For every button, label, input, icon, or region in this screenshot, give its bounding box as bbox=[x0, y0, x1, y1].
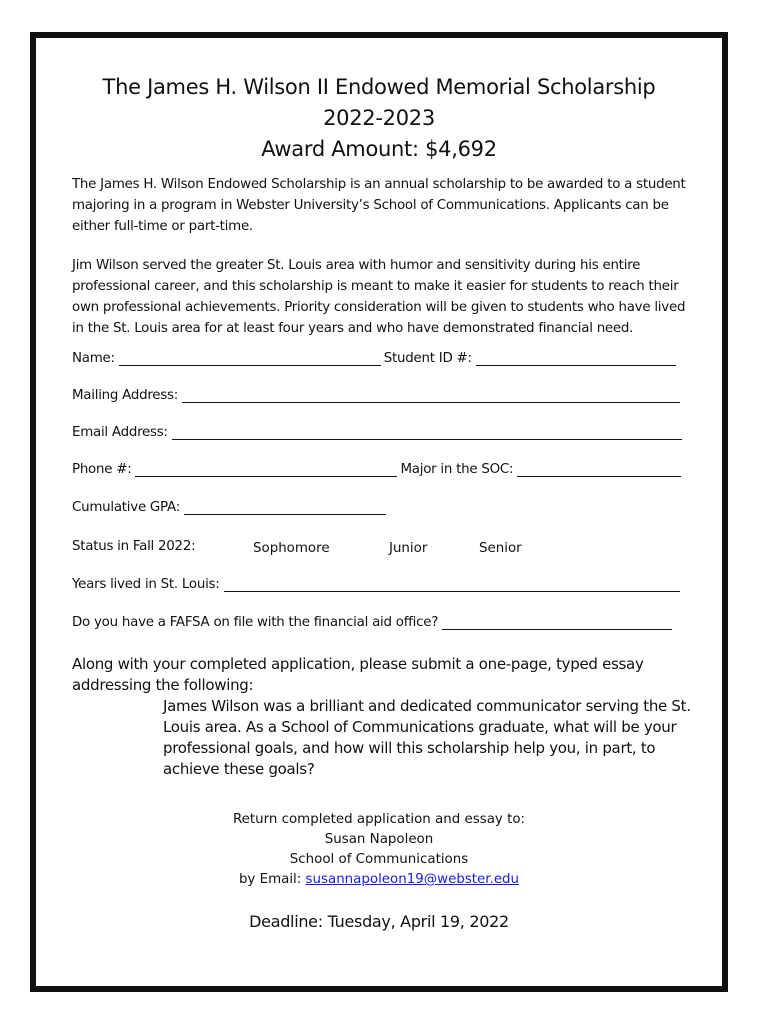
name-row bbox=[72, 348, 686, 370]
intro-paragraph-1: The James H. Wilson Endowed Scholarship is an annual scholarship to be awarded to a student majoring in a program in Webster University’s School of Communications. Applicants can be either full-time or part-time. bbox=[72, 177, 686, 234]
email-field[interactable] bbox=[172, 425, 682, 440]
deadline: Deadline: Tuesday, April 19, 2022 bbox=[249, 912, 509, 931]
fafsa-label: Do you have a FAFSA on file with the financial aid office? bbox=[72, 615, 439, 630]
name-field[interactable] bbox=[119, 351, 381, 366]
gpa-label: Cumulative GPA: bbox=[72, 500, 180, 515]
years-field[interactable] bbox=[224, 577, 680, 592]
fafsa-row bbox=[72, 612, 686, 634]
fafsa-field[interactable] bbox=[442, 615, 672, 630]
mailing-address-field[interactable] bbox=[182, 388, 680, 403]
years-label: Years lived in St. Louis: bbox=[72, 577, 220, 592]
status-option-junior[interactable]: Junior bbox=[389, 541, 428, 556]
contact-name: Susan Napoleon bbox=[324, 832, 434, 847]
document-border bbox=[30, 32, 728, 992]
phone-label: Phone #: bbox=[72, 462, 132, 477]
intro-paragraph-2: Jim Wilson served the greater St. Louis area with humor and sensitivity during his entire professional career, and this scholarship is meant to make it easier for students to reach their own professional achievements. Priority consideration will be given to students who have lived in the St. Louis area for at least four years and who have demonstrated financial need. bbox=[72, 258, 686, 336]
gpa-row bbox=[72, 497, 686, 519]
status-option-sophomore[interactable]: Sophomore bbox=[253, 541, 330, 556]
student-id-field[interactable] bbox=[476, 351, 676, 366]
status-row bbox=[72, 536, 686, 558]
return-info bbox=[36, 810, 722, 890]
document-title bbox=[36, 72, 722, 165]
name-label: Name: bbox=[72, 351, 115, 366]
essay-prompt: James Wilson was a brilliant and dedicated communicator serving the St. Louis area. As a School of Communications graduate, what will be your professional goals, and how will this scholarship help you, in part, to achieve these goals? bbox=[163, 697, 691, 778]
email-label: Email Address: bbox=[72, 425, 168, 440]
essay-instructions: Along with your completed application, please submit a one-page, typed essay addressing the following: bbox=[72, 655, 644, 694]
years-row bbox=[72, 574, 686, 596]
major-label: Major in the SOC: bbox=[400, 462, 514, 477]
contact-department: School of Communications bbox=[289, 852, 469, 867]
contact-email-line bbox=[36, 870, 722, 890]
mailing-address-label: Mailing Address: bbox=[72, 388, 179, 403]
contact-email-link[interactable]: susannapoleon19@webster.edu bbox=[305, 872, 520, 887]
award-amount: Award Amount: $4,692 bbox=[261, 137, 497, 161]
major-field[interactable] bbox=[517, 462, 681, 477]
phone-major-row bbox=[72, 459, 686, 481]
return-instructions: Return completed application and essay to: bbox=[232, 812, 526, 827]
status-option-senior[interactable]: Senior bbox=[479, 541, 522, 556]
phone-field[interactable] bbox=[135, 462, 397, 477]
student-id-label: Student ID #: bbox=[383, 351, 472, 366]
email-prefix: by Email: bbox=[238, 872, 306, 887]
mailing-address-row bbox=[72, 385, 686, 407]
status-label: Status in Fall 2022: bbox=[72, 539, 196, 554]
gpa-field[interactable] bbox=[184, 500, 386, 515]
scholarship-name: The James H. Wilson II Endowed Memorial Scholarship bbox=[102, 75, 656, 99]
academic-year: 2022-2023 bbox=[323, 106, 435, 130]
email-row bbox=[72, 422, 686, 444]
